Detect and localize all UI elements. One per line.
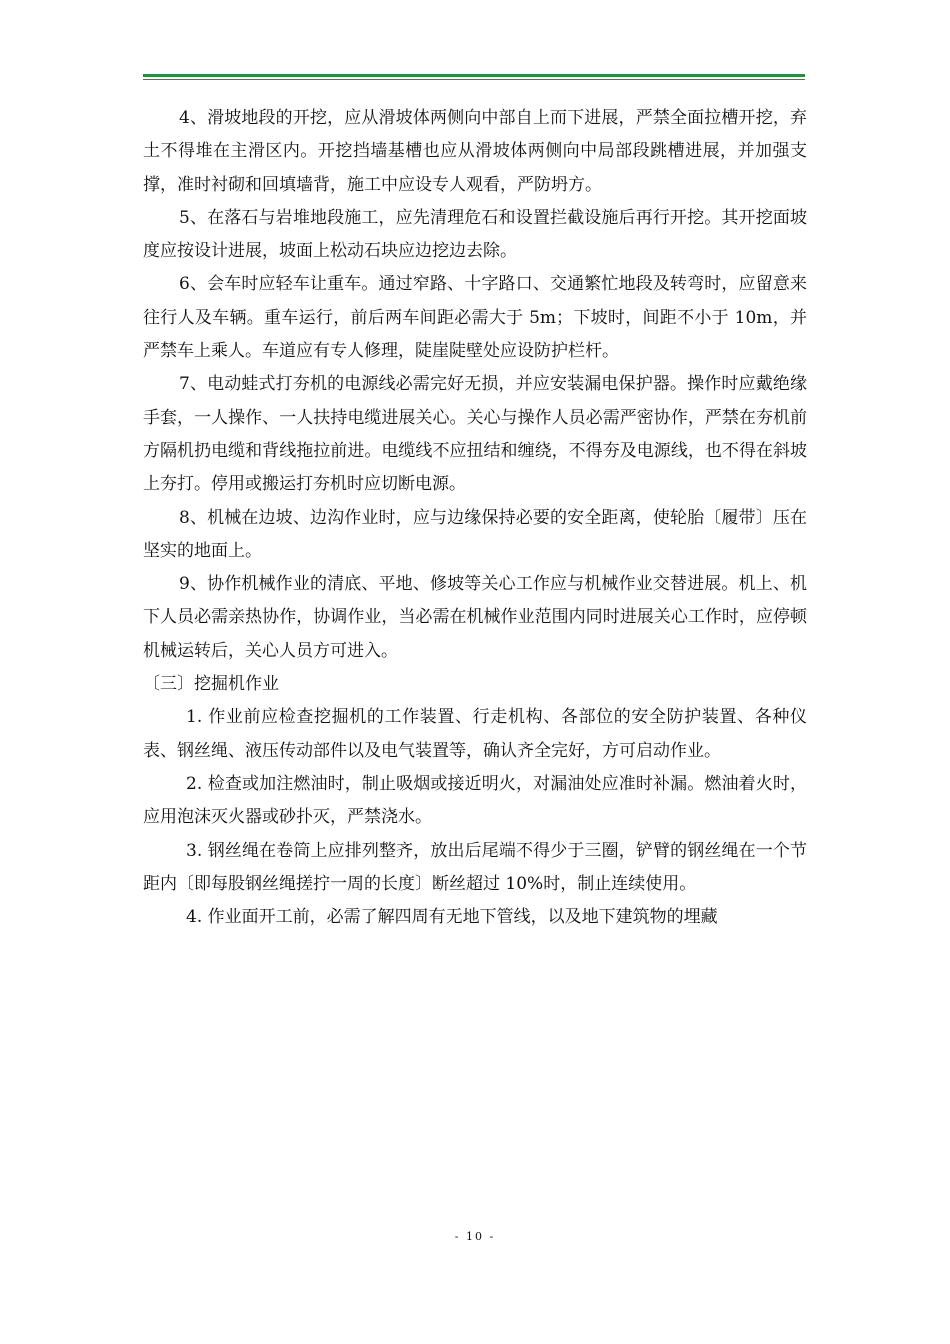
numbered-item-3: 3. 钢丝绳在卷筒上应排列整齐，放出后尾端不得少于三圈，铲臂的钢丝绳在一个节距内〔即每股钢丝绳搓拧一周的长度〕断丝超过 10%时，制止连续使用。 [143,840,807,894]
section-heading: 〔三〕挖掘机作业 [143,674,279,695]
document-body [143,102,807,934]
numbered-item-1: 1. 作业前应检查挖掘机的工作装置、行走机构、各部位的安全防护装置、各种仪表、钢丝绳、液压传动部件以及电气装置等，确认齐全完好，方可启动作业。 [143,707,807,761]
paragraph-item-9: 9、协作机械作业的清底、平地、修坡等关心工作应与机械作业交替进展。机上、机下人员必需亲热协作，协调作业，当必需在机械作业范围内同时进展关心工作时，应停顿机械运转后，关心人员方可进入。 [143,574,807,661]
header-rule [143,74,805,77]
numbered-item-4: 4. 作业面开工前，必需了解四周有无地下管线，以及地下建筑物的埋藏 [186,907,718,928]
paragraph-item-4: 4、滑坡地段的开挖，应从滑坡体两侧向中部自上而下进展，严禁全面拉槽开挖，弃土不得堆在主滑区内。开挖挡墙基槽也应从滑坡体两侧向中局部段跳槽进展，并加强支撑，准时衬砌和回填墙背，施工中应设专人观看，严防坍方。 [143,108,807,195]
paragraph-item-5: 5、在落石与岩堆地段施工，应先清理危石和设置拦截设施后再行开挖。其开挖面坡度应按设计进展，坡面上松动石块应边挖边去除。 [143,207,807,262]
paragraph-item-7: 7、电动蛙式打夯机的电源线必需完好无损，并应安装漏电保护器。操作时应戴绝缘手套，一人操作、一人扶持电缆进展关心。关心与操作人员必需严密协作，严禁在夯机前方隔机扔电缆和背线拖拉前进。电缆线不应扭结和缠绕，不得夯及电源线，也不得在斜坡上夯打。停用或搬运打夯机时应切断电源。 [143,374,807,495]
paragraph-item-6: 6、会车时应轻车让重车。通过窄路、十字路口、交通繁忙地段及转弯时，应留意来往行人及车辆。重车运行，前后两车间距必需大于 5m；下坡时，间距不小于 10m，并严禁车上乘人。车道应有专人修理，陡崖陡壁处应设防护栏杆。 [143,274,807,362]
paragraph-item-8: 8、机械在边坡、边沟作业时，应与边缘保持必要的安全距离，使轮胎〔履带〕压在坚实的地面上。 [143,507,807,561]
page-number: - 10 - [454,1230,496,1243]
numbered-item-2: 2. 检查或加注燃油时，制止吸烟或接近明火，对漏油处应准时补漏。燃油着火时，应用泡沫灭火器或砂扑灭，严禁浇水。 [143,773,807,828]
